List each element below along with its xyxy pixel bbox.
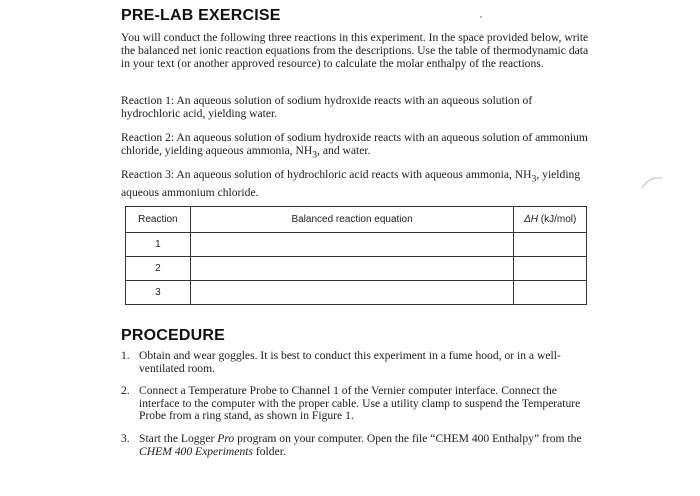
list-item bbox=[121, 433, 591, 458]
reaction-1-description bbox=[121, 94, 589, 120]
prelab-intro bbox=[121, 31, 589, 71]
equation-answer-cell[interactable] bbox=[190, 233, 514, 257]
list-item bbox=[121, 350, 591, 375]
step-number: 1. bbox=[121, 349, 130, 362]
step-number: 3. bbox=[121, 431, 130, 445]
reaction-2-text bbox=[121, 131, 589, 162]
reaction-2-text-end: , and water. bbox=[317, 144, 371, 158]
reaction-3-text-start: Reaction 3: An aqueous solution of hydrochloric acid reacts with aqueous ammonia, NH bbox=[121, 168, 532, 181]
procedure-steps bbox=[121, 350, 591, 468]
intro-text: You will conduct the following three reactions in this experiment. In the space provided below, write the balanced net ionic reaction equations from the descriptions. Use the table of thermodynamic data in your text (or another approved resource) to calculate the molar enthalpy of the reactions. bbox=[121, 31, 589, 71]
step-text: Connect a Temperature Probe to Channel 1 of the Vernier computer interface. Connect the interface to the computer with the proper cable. Use a utility clamp to suspend the Temperature Probe from a ring stand, as shown in Figure 1. bbox=[139, 384, 581, 423]
step-number: 2. bbox=[121, 384, 130, 398]
procedure-heading: PROCEDURE bbox=[121, 327, 226, 344]
step-text bbox=[139, 433, 591, 458]
step-text: Obtain and wear goggles. It is best to conduct this experiment in a fume hood, or in a well-ventilated room. bbox=[139, 349, 561, 375]
prelab-heading: PRE-LAB EXERCISE bbox=[121, 7, 281, 24]
reaction-2-subscript: 3 bbox=[312, 149, 318, 161]
delta-h-unit: (kJ/mol) bbox=[538, 214, 577, 225]
table-header-row bbox=[126, 207, 587, 233]
list-item bbox=[121, 385, 591, 423]
reaction-3-subscript: 3 bbox=[531, 173, 537, 185]
reaction-3-text bbox=[121, 168, 589, 199]
reaction-2-text-start: Reaction 2: An aqueous solution of sodium hydroxide reacts with an aqueous solution of ammonium chloride, yielding aqueous ammonia, NH bbox=[121, 131, 588, 158]
table-row bbox=[126, 281, 587, 305]
row-reaction-number: 3 bbox=[126, 281, 191, 305]
delta-h-answer-cell[interactable] bbox=[514, 233, 587, 257]
reaction-1-text: Reaction 1: An aqueous solution of sodium hydroxide reacts with an aqueous solution of hydrochloric acid, yielding water. bbox=[121, 94, 533, 121]
scan-mark bbox=[640, 172, 664, 192]
step-text-start: Start the Logger bbox=[139, 431, 218, 445]
equation-answer-cell[interactable] bbox=[190, 257, 514, 281]
row-reaction-number: 1 bbox=[126, 233, 191, 257]
delta-h-answer-cell[interactable] bbox=[514, 281, 587, 305]
reaction-3-description bbox=[121, 168, 589, 199]
reaction-table bbox=[125, 206, 587, 305]
table-row bbox=[126, 257, 587, 281]
scan-dot bbox=[478, 14, 484, 20]
table-row bbox=[126, 233, 587, 257]
row-reaction-number: 2 bbox=[126, 257, 191, 281]
header-delta-h bbox=[514, 207, 587, 233]
delta-h-answer-cell[interactable] bbox=[514, 257, 587, 281]
header-reaction: Reaction bbox=[126, 207, 191, 233]
step-text-middle: program on your computer. Open the file “CHEM 400 Enthalpy” from the bbox=[234, 431, 582, 445]
italic-folder-name: CHEM 400 Experiments bbox=[139, 444, 253, 458]
step-text-end: folder. bbox=[253, 444, 286, 458]
reaction-3-text-end: , yielding aqueous ammonium chloride. bbox=[121, 168, 581, 199]
reaction-2-description bbox=[121, 131, 589, 162]
equation-answer-cell[interactable] bbox=[190, 281, 514, 305]
italic-software-name: Pro bbox=[217, 431, 235, 445]
delta-h-symbol: ΔH bbox=[524, 214, 538, 225]
header-balanced-equation: Balanced reaction equation bbox=[190, 207, 514, 233]
